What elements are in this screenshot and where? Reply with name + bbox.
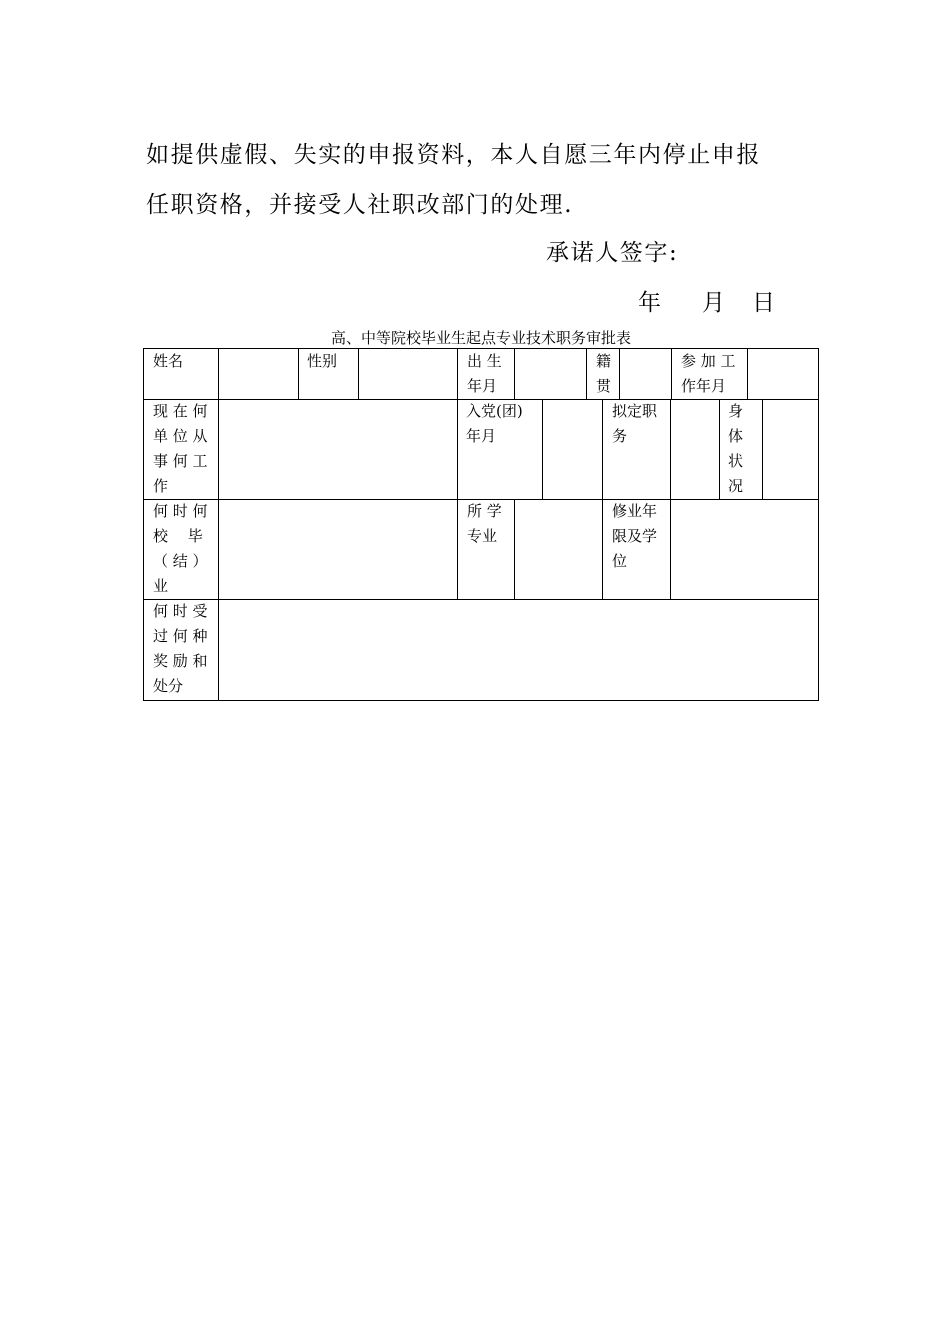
col-rule [747, 348, 748, 399]
col-rule [218, 348, 219, 701]
col-rule [762, 399, 763, 499]
pledge-line-1: 如提供虚假、失实的申报资料，本人自愿三年内停止申报 [146, 142, 761, 168]
col-rule [670, 499, 671, 599]
col-rule [542, 399, 543, 499]
col-rule [457, 348, 458, 399]
gender-label: 性别 [307, 352, 338, 370]
col-rule [619, 348, 620, 399]
current-unit-label: 现 在 何 单 位 从 事 何 工 作 [153, 402, 208, 495]
pledge-line-2: 任职资格，并接受人社职改部门的处理. [146, 192, 574, 218]
work-start-label: 参 加 工 作年月 [681, 352, 736, 395]
row-rule [143, 599, 819, 600]
col-rule [298, 348, 299, 399]
signature-label: 承诺人签字: [546, 240, 679, 266]
col-rule [514, 499, 515, 599]
graduation-label: 何 时 何 校 毕 （ 结 ） 业 [153, 502, 208, 595]
approval-form-table [143, 348, 819, 701]
date-year: 年 [638, 290, 661, 316]
col-rule [719, 399, 720, 499]
date-month: 月 [702, 290, 725, 316]
col-rule [818, 348, 819, 701]
row-rule [143, 700, 819, 701]
col-rule [602, 399, 603, 499]
health-label: 身 体 状 况 [728, 402, 744, 495]
form-title: 高、中等院校毕业生起点专业技术职务审批表 [330, 329, 631, 347]
name-label: 姓名 [153, 352, 184, 370]
col-rule [602, 499, 603, 599]
col-rule [671, 348, 672, 399]
col-rule [358, 348, 359, 399]
col-rule [586, 348, 587, 399]
birth-label: 出 生 年月 [467, 352, 502, 395]
col-rule [514, 348, 515, 399]
col-rule [457, 399, 458, 499]
rewards-punishments-label: 何 时 受 过 何 种 奖 励 和 处分 [153, 602, 208, 695]
col-rule [670, 399, 671, 499]
col-rule [143, 348, 144, 701]
origin-label: 籍 贯 [596, 352, 612, 395]
proposed-post-label: 拟定职 务 [612, 402, 658, 445]
study-years-degree-label: 修业年 限及学 位 [612, 502, 658, 570]
col-rule [457, 499, 458, 599]
major-label: 所 学 专业 [467, 502, 502, 545]
party-join-label: 入党(团) 年月 [466, 402, 523, 445]
date-day: 日 [752, 290, 775, 316]
